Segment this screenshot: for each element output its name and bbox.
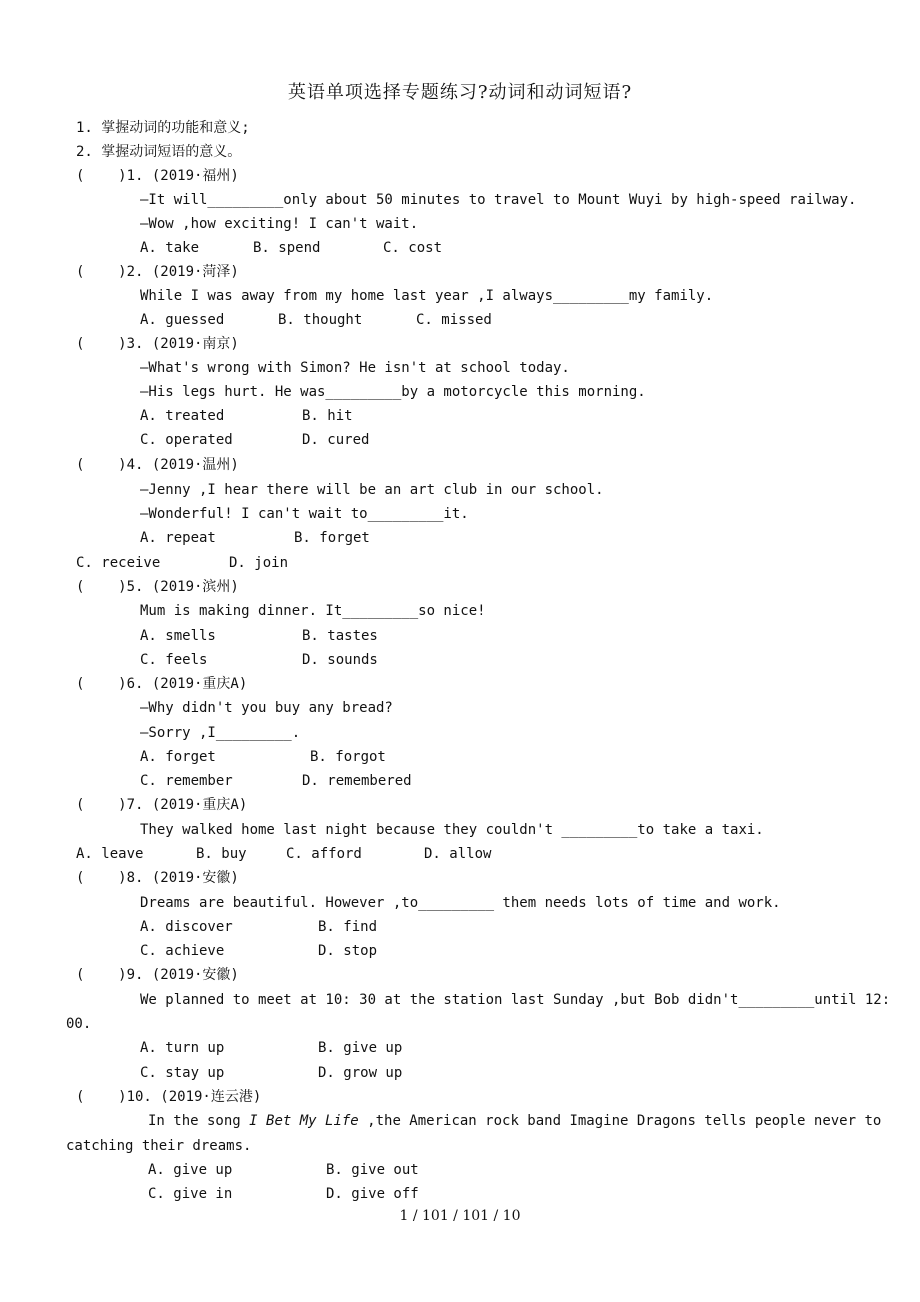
question-3-option-b: B. hit [302,408,353,424]
question-1-header: ( )1. (2019·福州) [76,168,239,184]
question-3-option-c: C. operated [140,432,233,448]
question-9-stem-2: 00. [66,1016,92,1032]
question-7-option-d: D. allow [424,846,492,862]
question-2-header: ( )2. (2019·菏泽) [76,264,239,280]
page-title: 英语单项选择专题练习?动词和动词短语? [287,82,633,103]
song-title: I Bet My Life [249,1113,359,1129]
question-5-option-c: C. feels [140,652,208,668]
question-3-option-d: D. cured [302,432,370,448]
question-7-option-a: A. leave [76,846,144,862]
question-10-stem-pre: In the song [148,1113,250,1129]
question-6-option-d: D. remembered [302,773,412,789]
question-6-option-a: A. forget [140,749,216,765]
question-6-header: ( )6. (2019·重庆A) [76,676,248,692]
question-9-option-d: D. grow up [318,1065,403,1081]
question-7-option-c: C. afford [286,846,362,862]
question-5-option-a: A. smells [140,628,216,644]
question-2-stem-1: While I was away from my home last year ,I always_________my family. [140,288,714,304]
question-9-stem-1: We planned to meet at 10: 30 at the station last Sunday ,but Bob didn't_________until 12: [140,992,891,1008]
question-9-header: ( )9. (2019·安徽) [76,967,239,983]
question-6-option-b: B. forgot [310,749,386,765]
question-1-option-b: B. spend [253,240,321,256]
question-8-stem-1: Dreams are beautiful. However ,to_________ them needs lots of time and work. [140,895,781,911]
question-7-stem-1: They walked home last night because they couldn't _________to take a taxi. [140,822,764,838]
question-8-header: ( )8. (2019·安徽) [76,870,239,886]
question-4-header: ( )4. (2019·温州) [76,457,239,473]
question-10-stem-2: catching their dreams. [66,1138,252,1154]
question-10-header: ( )10. (2019·连云港) [76,1089,262,1105]
question-1-stem-1: —It will_________only about 50 minutes to travel to Mount Wuyi by high-speed railway. [140,192,857,208]
question-1-stem-2: —Wow ,how exciting! I can't wait. [140,216,419,232]
question-4-stem-2: —Wonderful! I can't wait to_________it. [140,506,469,522]
question-5-stem-1: Mum is making dinner. It_________so nice! [140,603,486,619]
question-5-option-b: B. tastes [302,628,378,644]
question-10-option-c: C. give in [148,1186,233,1202]
question-10-option-d: D. give off [326,1186,419,1202]
question-8-option-a: A. discover [140,919,233,935]
question-1-option-c: C. cost [383,240,443,256]
question-6-stem-1: —Why didn't you buy any bread? [140,700,393,716]
question-9-option-c: C. stay up [140,1065,225,1081]
question-1-option-a: A. take [140,240,200,256]
page-number: 1 / 101 / 101 / 10 [399,1208,521,1224]
question-5-header: ( )5. (2019·滨州) [76,579,239,595]
question-7-header: ( )7. (2019·重庆A) [76,797,248,813]
question-10-option-a: A. give up [148,1162,233,1178]
question-3-stem-1: —What's wrong with Simon? He isn't at school today. [140,360,570,376]
question-2-option-c: C. missed [416,312,492,328]
question-2-option-b: B. thought [278,312,363,328]
question-7-option-b: B. buy [196,846,247,862]
question-8-option-c: C. achieve [140,943,225,959]
question-4-option-b: B. forget [294,530,370,546]
question-10-stem-1 [148,1111,881,1131]
question-8-option-b: B. find [318,919,378,935]
question-10-option-b: B. give out [326,1162,419,1178]
question-6-option-c: C. remember [140,773,233,789]
question-2-option-a: A. guessed [140,312,225,328]
objective-2: 2. 掌握动词短语的意义。 [76,144,242,160]
question-4-option-c: C. receive [76,555,161,571]
question-3-option-a: A. treated [140,408,225,424]
question-5-option-d: D. sounds [302,652,378,668]
question-4-stem-1: —Jenny ,I hear there will be an art club in our school. [140,482,604,498]
question-10-stem-post: ,the American rock band Imagine Dragons tells people never to [358,1113,882,1129]
question-9-option-a: A. turn up [140,1040,225,1056]
question-8-option-d: D. stop [318,943,378,959]
question-3-stem-2: —His legs hurt. He was_________by a motorcycle this morning. [140,384,646,400]
question-4-option-a: A. repeat [140,530,216,546]
question-6-stem-2: —Sorry ,I_________. [140,725,301,741]
question-3-header: ( )3. (2019·南京) [76,336,239,352]
objective-1: 1. 掌握动词的功能和意义; [76,120,250,136]
question-9-option-b: B. give up [318,1040,403,1056]
question-4-option-d: D. join [229,555,289,571]
